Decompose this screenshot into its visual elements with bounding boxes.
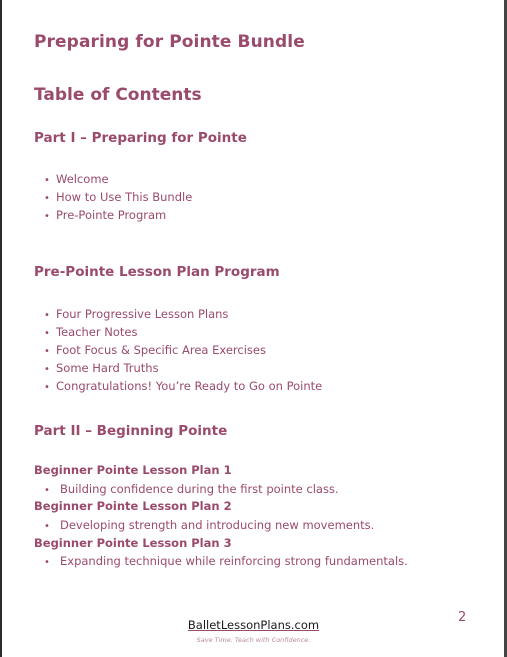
lesson-plan-title: Beginner Pointe Lesson Plan 3 bbox=[34, 536, 232, 550]
list-item: • Congratulations! You’re Ready to Go on Pointe bbox=[44, 377, 322, 395]
lesson-plan-desc: • Building confidence during the first pointe class. bbox=[44, 482, 339, 496]
page-number: 2 bbox=[458, 610, 467, 625]
list-item: • Pre-Pointe Program bbox=[44, 206, 192, 224]
page-border-left bbox=[0, 0, 2, 657]
prepointe-heading: Pre-Pointe Lesson Plan Program bbox=[34, 264, 280, 280]
list-item: • Some Hard Truths bbox=[44, 359, 322, 377]
bullet-icon: • bbox=[44, 382, 50, 393]
bullet-icon: • bbox=[44, 346, 50, 357]
bullet-icon: • bbox=[44, 364, 50, 375]
prepointe-list bbox=[44, 305, 322, 395]
list-item: • Teacher Notes bbox=[44, 323, 322, 341]
footer-tagline: Save Time. Teach with Confidence. bbox=[196, 636, 311, 644]
bullet-icon: • bbox=[44, 211, 50, 222]
bullet-icon: • bbox=[44, 485, 50, 496]
bullet-icon: • bbox=[44, 175, 50, 186]
list-item: • How to Use This Bundle bbox=[44, 188, 192, 206]
bullet-icon: • bbox=[44, 328, 50, 339]
part1-list bbox=[44, 170, 192, 224]
part1-heading: Part I – Preparing for Pointe bbox=[34, 130, 247, 146]
list-item: • Welcome bbox=[44, 170, 192, 188]
lesson-plan-desc: • Developing strength and introducing new movements. bbox=[44, 518, 375, 532]
bullet-icon: • bbox=[44, 193, 50, 204]
bullet-icon: • bbox=[44, 310, 50, 321]
part2-heading: Part II – Beginning Pointe bbox=[34, 423, 228, 439]
lesson-plan-title: Beginner Pointe Lesson Plan 2 bbox=[34, 499, 232, 513]
lesson-plan-desc: • Expanding technique while reinforcing strong fundamentals. bbox=[44, 554, 408, 568]
toc-heading: Table of Contents bbox=[34, 85, 202, 105]
bullet-icon: • bbox=[44, 521, 50, 532]
list-item: • Four Progressive Lesson Plans bbox=[44, 305, 322, 323]
lesson-plan-title: Beginner Pointe Lesson Plan 1 bbox=[34, 463, 232, 477]
footer-site-link[interactable]: BalletLessonPlans.com bbox=[187, 618, 320, 632]
bullet-icon: • bbox=[44, 557, 50, 568]
list-item: • Foot Focus & Specific Area Exercises bbox=[44, 341, 322, 359]
document-title: Preparing for Pointe Bundle bbox=[34, 32, 305, 52]
